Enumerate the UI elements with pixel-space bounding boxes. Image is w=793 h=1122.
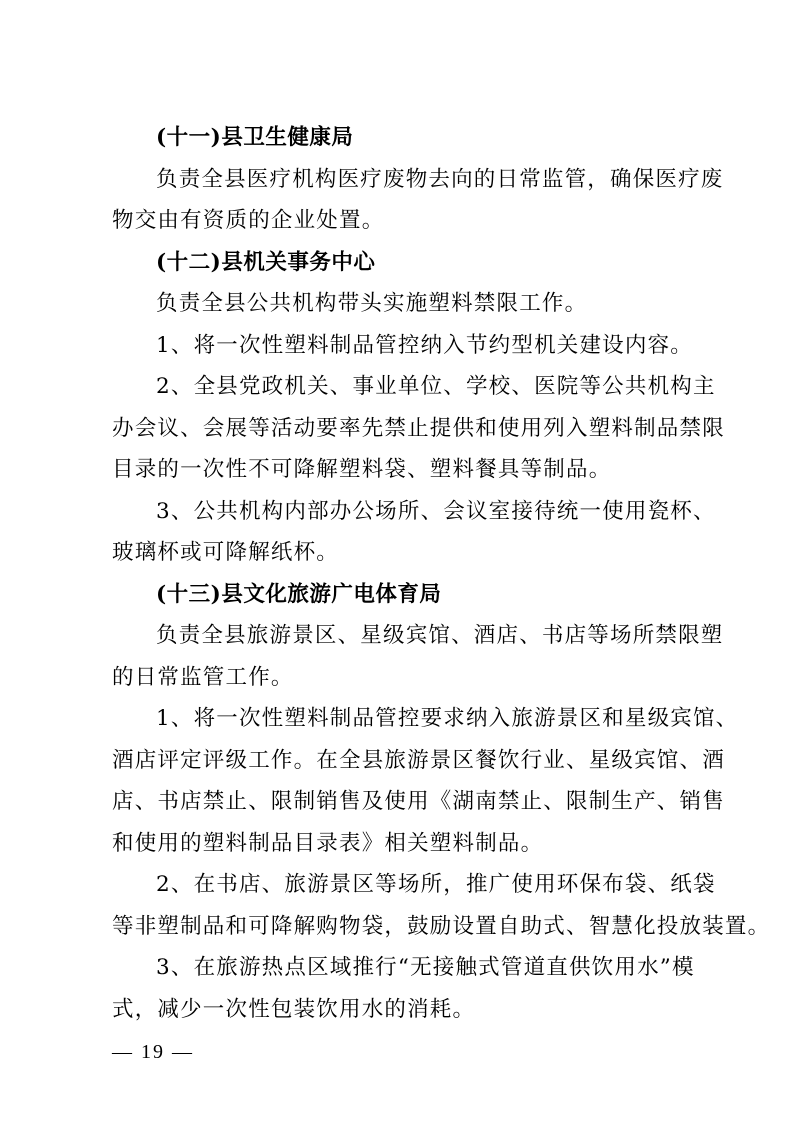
- paragraph-line: 1、将一次性塑料制品管控要求纳入旅游景区和星级宾馆、: [156, 706, 739, 731]
- section-heading: (十二)县机关事务中心: [156, 249, 376, 275]
- paragraph-line: 玻璃杯或可降解纸杯。: [112, 540, 340, 565]
- page-number: — 19 —: [112, 1041, 194, 1063]
- paragraph-line: 2、全县党政机关、事业单位、学校、医院等公共机构主: [156, 374, 716, 399]
- paragraph-line: 目录的一次性不可降解塑料袋、塑料餐具等制品。: [112, 457, 612, 482]
- paragraph-line: 等非塑制品和可降解购物袋，鼓励设置自助式、智慧化投放装置。: [112, 913, 771, 939]
- paragraph-line: 1、将一次性塑料制品管控纳入节约型机关建设内容。: [156, 332, 693, 358]
- paragraph-line: 式，减少一次性包装饮用水的消耗。: [112, 996, 476, 1022]
- paragraph-line: 负责全县医疗机构医疗废物去向的日常监管，确保医疗废: [156, 166, 724, 192]
- section-heading: (十三)县文化旅游广电体育局: [156, 581, 442, 607]
- paragraph-line: 酒店评定评级工作。在全县旅游景区餐饮行业、星级宾馆、酒: [112, 747, 725, 773]
- paragraph-line: 3、在旅游热点区域推行“无接触式管道直供饮用水”模: [156, 955, 695, 980]
- section-heading: (十一)县卫生健康局: [156, 125, 354, 150]
- paragraph-line: 3、公共机构内部办公场所、会议室接待统一使用瓷杯、: [156, 498, 716, 524]
- paragraph-line: 的日常监管工作。: [112, 664, 294, 690]
- paragraph-line: 2、在书店、旅游景区等场所，推广使用环保布袋、纸袋: [156, 872, 716, 897]
- paragraph-line: 店、书店禁止、限制销售及使用《湖南禁止、限制生产、销售: [112, 789, 725, 814]
- paragraph-line: 和使用的塑料制品目录表》相关塑料制品。: [112, 830, 544, 856]
- paragraph-line: 物交由有资质的企业处置。: [112, 208, 385, 233]
- paragraph-line: 负责全县旅游景区、星级宾馆、酒店、书店等场所禁限塑: [156, 623, 724, 648]
- paragraph-line: 办会议、会展等活动要率先禁止提供和使用列入塑料制品禁限: [112, 415, 725, 441]
- paragraph-line: 负责全县公共机构带头实施塑料禁限工作。: [156, 291, 588, 316]
